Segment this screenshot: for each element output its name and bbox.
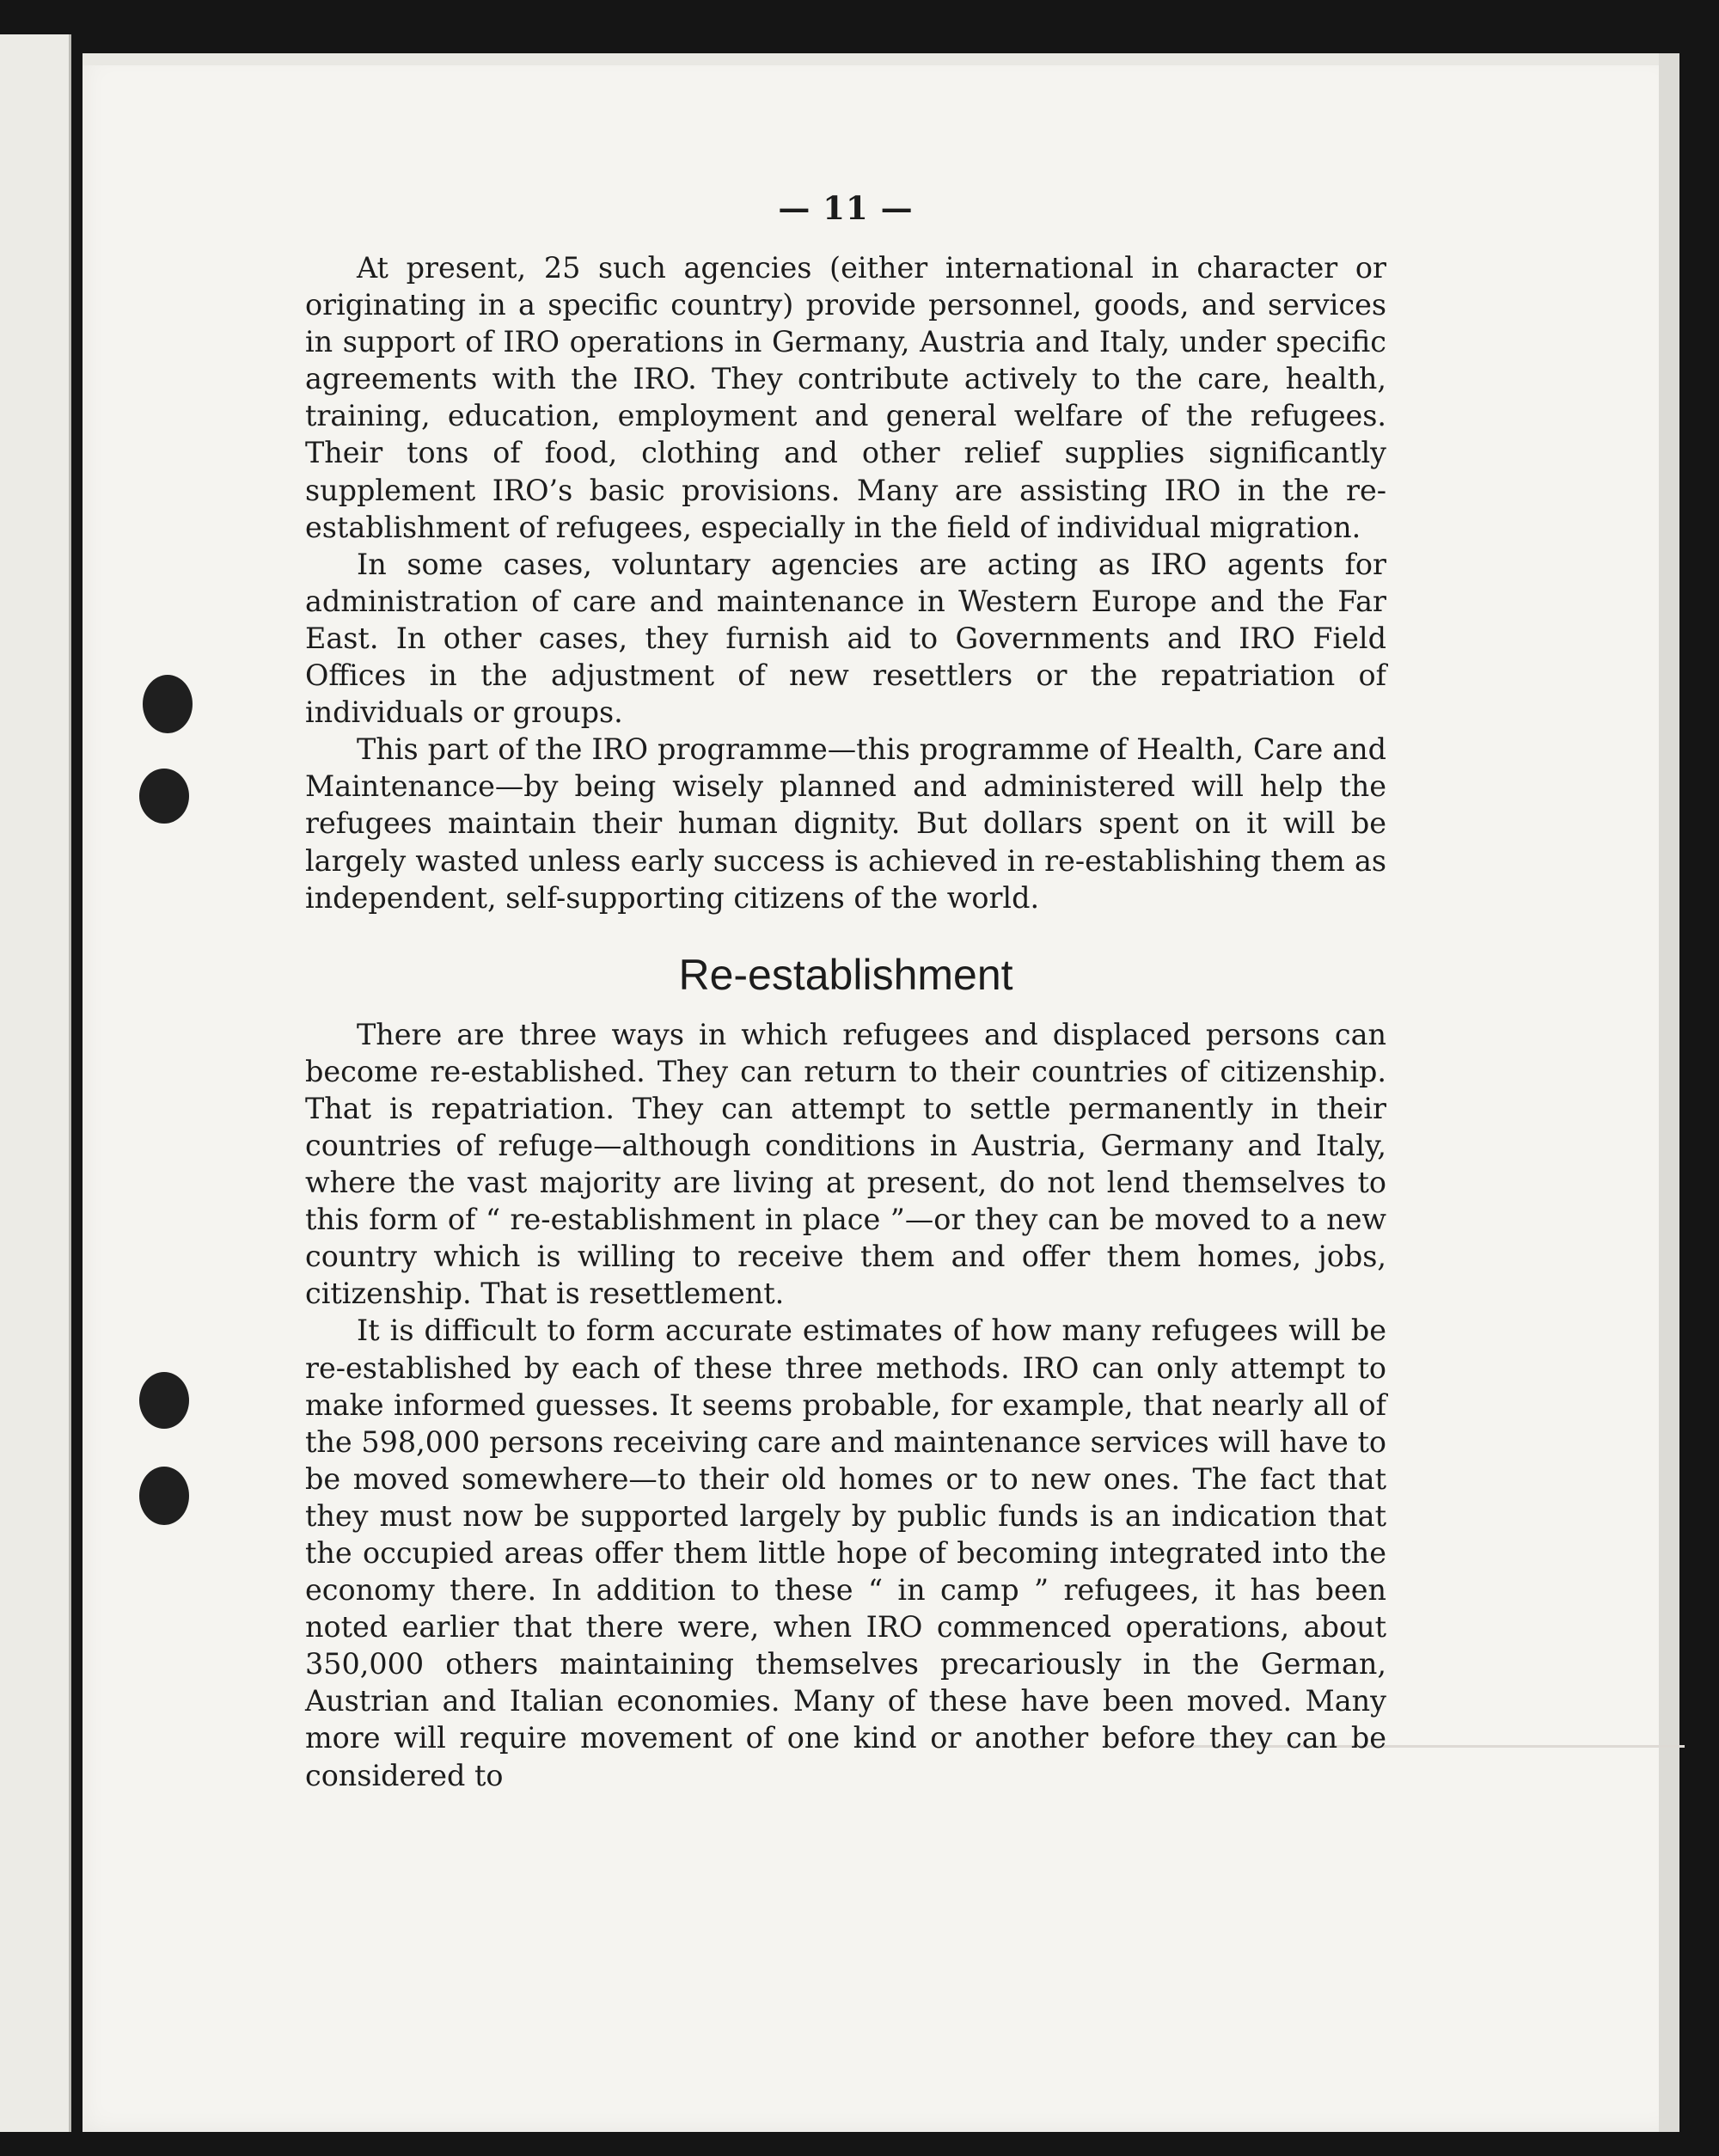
binder-hole xyxy=(139,769,189,824)
paragraph: It is difficult to form accurate estimates of how many refugees will be re-established by each of these three methods. IRO can only attempt to make informed guesses. It seems probable, for example, that nearly all of the 598,000 persons receiving care and maintenance services will have to be moved somewhere—to their old homes or to new ones. The fact that they must now be supported largely by public funds is an indication that the occupied areas offer them little hope of becoming integrated into the economy there. In addition to these “ in camp ” refugees, it has been noted earlier that there were, when IRO commenced operations, about 350,000 others maintaining themselves precariously in the German, Austrian and Italian economies. Many of these have been moved. Many more will require movement of one kind or another before they can be considered to xyxy=(305,1314,1386,1792)
paragraph: At present, 25 such agencies (either international in character or originating in a specific country) provide personnel, goods, and services in support of IRO operations in Germany, Austria and Italy, under specific agreements with the IRO. They contribute actively to the care, health, training, education, employment and general welfare of the refugees. Their tons of food, clothing and other relief supplies significantly supplement IRO’s basic provisions. Many are assisting IRO in the re-establishment of refugees, especially in the field of individual migration. xyxy=(305,251,1386,544)
section-heading: Re-establishment xyxy=(678,950,1013,999)
binder-hole xyxy=(139,1372,189,1429)
page-content xyxy=(305,189,1386,1794)
binder-hole xyxy=(143,675,193,733)
paragraph: In some cases, voluntary agencies are acting as IRO agents for administration of care and maintenance in Western Europe and the Far East. In other cases, they furnish aid to Governments and IRO Field Offices in the adjustment of new resettlers or the repatriation of individuals or groups. xyxy=(305,547,1386,730)
previous-page-edge xyxy=(0,34,71,2132)
page-top-edge xyxy=(83,53,1679,65)
paragraph: There are three ways in which refugees and displaced persons can become re-established. They can return to their countries of citizenship. That is repatriation. They can attempt to settle permanently in their countries of refuge—although conditions in Austria, Germany and Italy, where the vast majority are living at present, do not lend themselves to this form of “ re-establishment in place ”—or they can be moved to a new country which is willing to receive them and offer them homes, jobs, citizenship. That is resettlement. xyxy=(305,1017,1386,1311)
page-number: — 11 — xyxy=(778,189,914,227)
paragraph: This part of the IRO programme—this programme of Health, Care and Maintenance—by being wisely planned and administered will help the refugees maintain their human dignity. But dollars spent on it will be largely wasted unless early success is achieved in re-establishing them as independent, self-supporting citizens of the world. xyxy=(305,732,1386,915)
binder-hole xyxy=(139,1467,189,1525)
page-right-edge xyxy=(1659,53,1679,2132)
